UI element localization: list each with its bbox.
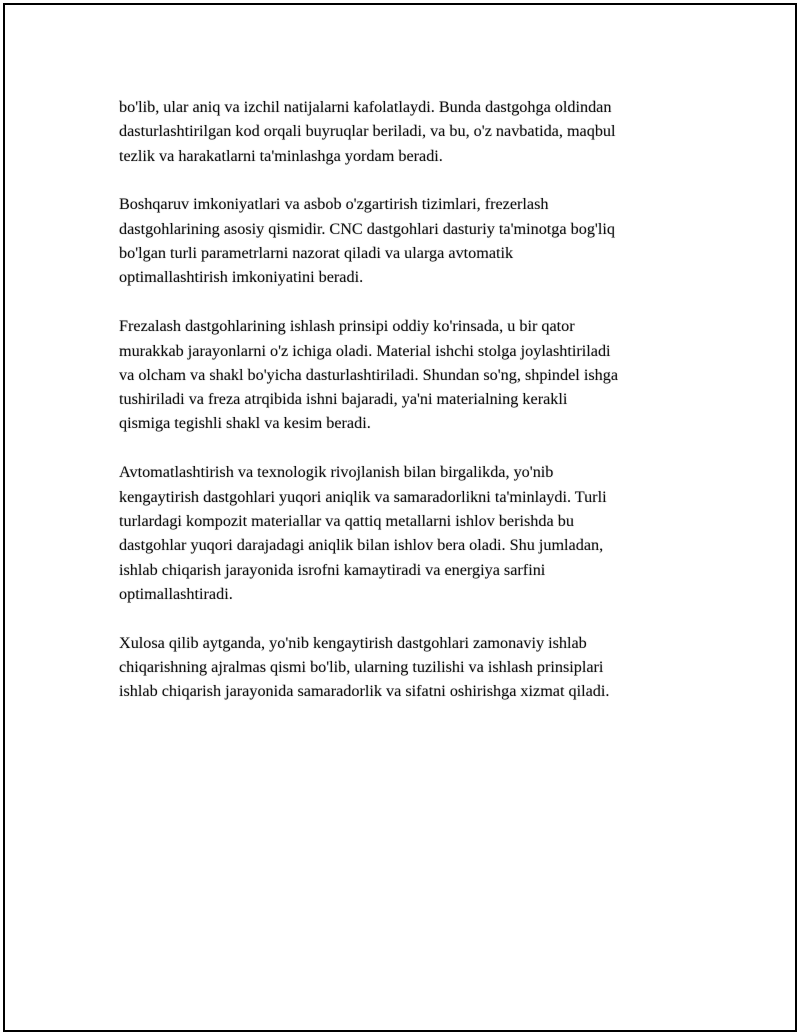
text-line: dasturlashtirilgan kod orqali buyruqlar beriladi, va bu, o'z navbatida, maqbul (119, 122, 616, 141)
text-line: Xulosa qilib aytganda, yo'nib kengaytirish dastgohlari zamonaviy ishlab (119, 633, 587, 652)
text-line: murakkab jarayonlarni o'z ichiga oladi. Material ishchi stolga joylashtiriladi (119, 341, 611, 360)
text-line: bo'lgan turli parametrlarni nazorat qiladi va ularga avtomatik (119, 244, 514, 263)
text-line: Boshqaruv imkoniyatlari va asbob o'zgartirish tizimlari, frezerlash (119, 195, 549, 214)
text-line: tezlik va harakatlarni ta'minlashga yordam beradi. (119, 146, 443, 165)
text-line: optimallashtirish imkoniyatini beradi. (119, 268, 364, 287)
text-line: va olcham va shakl bo'yicha dasturlashtiriladi. Shundan so'ng, shpindel ishga (119, 365, 619, 384)
paragraph (119, 95, 699, 168)
text-line: bo'lib, ular aniq va izchil natijalarni kafolatlaydi. Bunda dastgohga oldindan (119, 98, 612, 116)
text-line: qismiga tegishli shakl va kesim beradi. (119, 414, 371, 433)
text-line: dastgohlarining asosiy qismidir. CNC dastgohlari dasturiy ta'minotga bog'liq (119, 219, 615, 238)
text-line: Avtomatlashtirish va texnologik rivojlanish bilan birgalikda, yo'nib (119, 463, 554, 482)
text-line: Frezalash dastgohlarining ishlash prinsipi oddiy ko'rinsada, u bir qator (119, 317, 575, 336)
text-line: ishlab chiqarish jarayonida isrofni kamaytiradi va energiya sarfini (119, 560, 546, 579)
text-line: dastgohlar yuqori darajadagi aniqlik bilan ishlov bera oladi. Shu jumladan, (119, 536, 604, 555)
text-line: optimallashtiradi. (119, 584, 233, 603)
text-line: kengaytirish dastgohlari yuqori aniqlik va samaradorlikni ta'minlaydi. Turli (119, 487, 607, 506)
document-page (3, 3, 797, 1032)
paragraph (119, 631, 699, 704)
text-line: chiqarishning ajralmas qismi bo'lib, ularning tuzilishi va ishlash prinsiplari (119, 658, 604, 677)
text-line: turlardagi kompozit materiallar va qattiq metallarni ishlov berishda bu (119, 511, 574, 530)
paragraph (119, 460, 699, 606)
text-line: tushiriladi va freza atrqibida ishni bajaradi, ya'ni materialning kerakli (119, 390, 568, 409)
text-line: ishlab chiqarish jarayonida samaradorlik va sifatni oshirishga xizmat qiladi. (119, 682, 610, 701)
paragraph (119, 192, 699, 289)
paragraph (119, 314, 699, 435)
document-body (119, 95, 699, 728)
